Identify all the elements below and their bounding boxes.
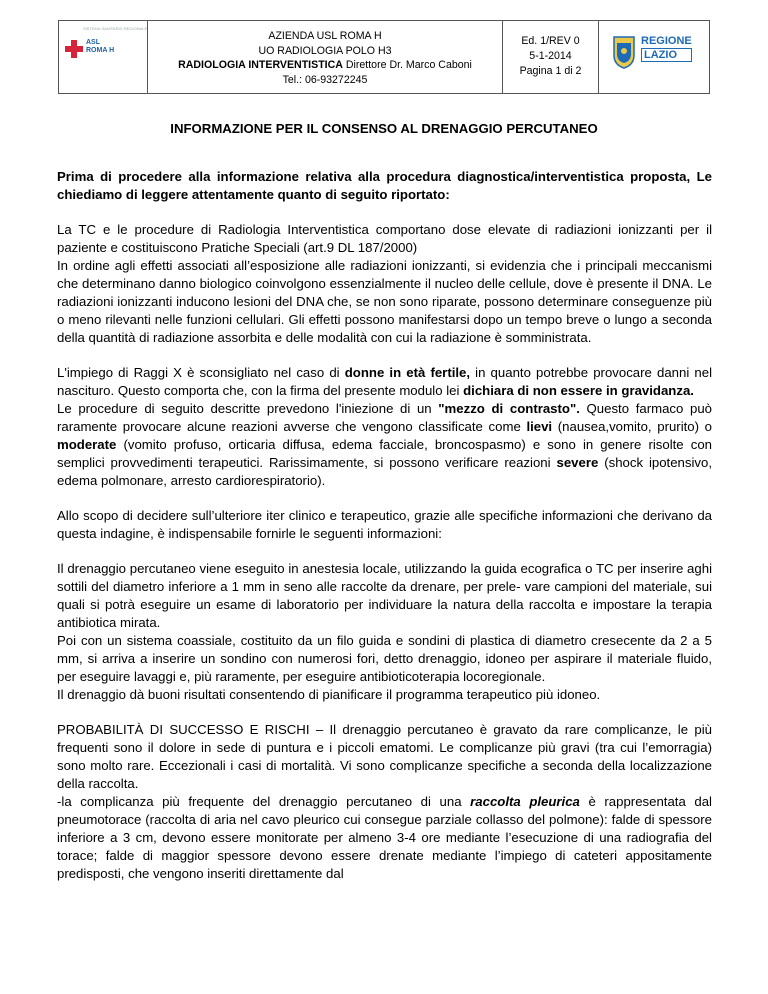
text-run: -la complicanza più frequente del drenaggio percutaneo di una xyxy=(57,794,471,809)
logo-caption: SISTEMA SANITARIO REGIONALE xyxy=(83,26,148,31)
bold-run: lievi xyxy=(526,419,553,434)
regione-emblem-icon xyxy=(611,35,637,69)
regione-lazio-logo xyxy=(599,21,709,93)
regione-text xyxy=(641,35,692,62)
procedure-text-2: Poi con un sistema coassiale, costituito da un filo guida e sondini di plastica di diametro cresecente da 2 a 5 mm, si arriva a inserire un sondino con numerosi fori, detto drenaggio, idoneo per aspirare il materiale fluido, per eseguire lavaggi e, più raramente, per eseguire antibioticoterapia locoregionale. xyxy=(57,633,712,684)
lazio-word: LAZIO xyxy=(641,48,692,62)
edition-date: 5-1-2014 xyxy=(529,50,572,62)
document-body xyxy=(57,168,712,883)
asl-logo-line1: ASL xyxy=(86,39,100,46)
page-number: Pagina 1 di 2 xyxy=(519,65,582,77)
edition: Ed. 1/REV 0 xyxy=(521,35,580,47)
purpose-paragraph: Allo scopo di decidere sull’ulteriore iter clinico e terapeutico, grazie alle specifiche informazioni che derivano da questa indagine, è indispensabile fornirle le seguenti informazioni: xyxy=(57,508,712,541)
asl-logo-text xyxy=(86,39,114,55)
unit-name: UO RADIOLOGIA POLO H3 xyxy=(258,44,392,57)
pregnancy-paragraph xyxy=(57,364,712,400)
intro-paragraph: Prima di procedere alla informazione relativa alla procedura diagnostica/interventistica proposta, Le chiediamo di leggere attentamente quanto di seguito riportato: xyxy=(57,169,712,202)
bold-run: dichiara di non essere in gravidanza. xyxy=(463,383,694,398)
text-run: Le procedure di seguito descritte prevedono l'iniezione di un xyxy=(57,401,439,416)
document-header xyxy=(58,20,710,94)
bold-run: severe xyxy=(556,455,599,470)
procedure-paragraph xyxy=(57,560,712,704)
text-run: L'impiego di Raggi X è sconsigliato nel caso di xyxy=(57,365,345,380)
asl-logo-line2: ROMA H xyxy=(86,47,115,54)
text-run: Questo farmaco può raramente provocare alcune reazioni avverse che vengono classificate come xyxy=(57,401,712,434)
org-name: AZIENDA USL ROMA H xyxy=(268,30,382,42)
header-edition xyxy=(503,21,599,93)
bold-italic-run: raccolta pleurica xyxy=(470,794,580,809)
regione-word: REGIONE xyxy=(641,35,692,47)
radiation-line1: La TC e le procedure di Radiologia Interventistica comportano dose elevate di radiazioni ionizzanti per il paziente e costituiscono Pratiche Speciali (art.9 DL 187/2000) xyxy=(57,222,712,255)
text-run: in quanto potrebbe provocare danni nel nascituro. Questo comporta che, con la firma del presente modulo lei xyxy=(57,365,712,398)
red-cross-icon xyxy=(65,40,83,58)
text-run: (shock ipotensivo, edema polmonare, arresto cardiorespiratorio). xyxy=(57,455,712,488)
radiation-effects: In ordine agli effetti associati all’esposizione alle radiazioni ionizzanti, si evidenzia che i principali meccanismi che determinano danno biologico coinvolgono essenzialmente il nucleo delle cellule, dove è presente il DNA. Le radiazioni ionizzanti inducono lesioni del DNA che, se non sono riparate, possono determinare conseguenze più o meno rilevanti nelle funzioni cellulari. Gli effetti possono manifestarsi dopo un tempo breve o lungo a seconda della quantità di radiazione assorbita e delle modalità con cui la radiazione è somministrata. xyxy=(57,258,712,345)
asl-logo xyxy=(59,21,148,93)
procedure-text-3: Il drenaggio dà buoni risultati consentendo di pianificare il programma terapeutico più idoneo. xyxy=(57,687,601,702)
telephone: Tel.: 06-93272245 xyxy=(282,73,368,86)
department-line xyxy=(148,58,502,73)
contrast-paragraph xyxy=(57,400,712,490)
bold-run: donne in età fertile, xyxy=(344,365,471,380)
header-organization xyxy=(148,21,503,93)
document-title: INFORMAZIONE PER IL CONSENSO AL DRENAGGIO PERCUTANEO xyxy=(170,121,598,136)
bold-run: "mezzo di contrasto". xyxy=(438,401,580,416)
text-run: è rappresentata dal pneumotorace (raccolta di aria nel cavo pleurico cui consegue parziale collasso del polmone): falde di spessore inferiore a 3 cm, devono essere monitorate per almeno 3-4 ore mediante l’esecuzione di una radiografia del torace; falde di maggior spessore devono essere drenate mediante l’impiego di cateteri appositamente predisposti, che vengono inseriti direttamente dal xyxy=(57,794,712,881)
radiation-paragraph xyxy=(57,221,712,347)
bold-run: moderate xyxy=(57,437,117,452)
risks-text: PROBABILITÀ DI SUCCESSO E RISCHI – Il drenaggio percutaneo è gravato da rare complicanze, le più frequenti sono il dolore in sede di puntura e i piccoli ematomi. Le complicanze più gravi (tra cui l’emorragia) sono molto rare. Eccezionali i casi di mortalità. Vi sono complicanze specifiche a seconda della localizzazione della raccolta. xyxy=(57,722,712,791)
director-name: Direttore Dr. Marco Caboni xyxy=(345,59,472,71)
department-name: RADIOLOGIA INTERVENTISTICA xyxy=(178,59,343,71)
procedure-text-1: Il drenaggio percutaneo viene eseguito in anestesia locale, utilizzando la guida ecografica o TC per inserire aghi sottili del diametro inferiore a 1 mm in seno alle raccolte da drenare, per prele- vare campioni del materiale, sui quali si potrà eseguire un esame di laboratorio per individuare la natura della raccolta e impostare la terapia antibiotica mirata. xyxy=(57,561,712,630)
text-run: (nausea,vomito, prurito) o xyxy=(552,419,712,434)
risks-paragraph xyxy=(57,721,712,883)
text-run: (vomito profuso, orticaria diffusa, edema facciale, broncospasmo) e sono in genere risolte con semplici provvedimenti terapeutici. Rarissimamente, si possono verificare reazioni xyxy=(57,437,712,470)
